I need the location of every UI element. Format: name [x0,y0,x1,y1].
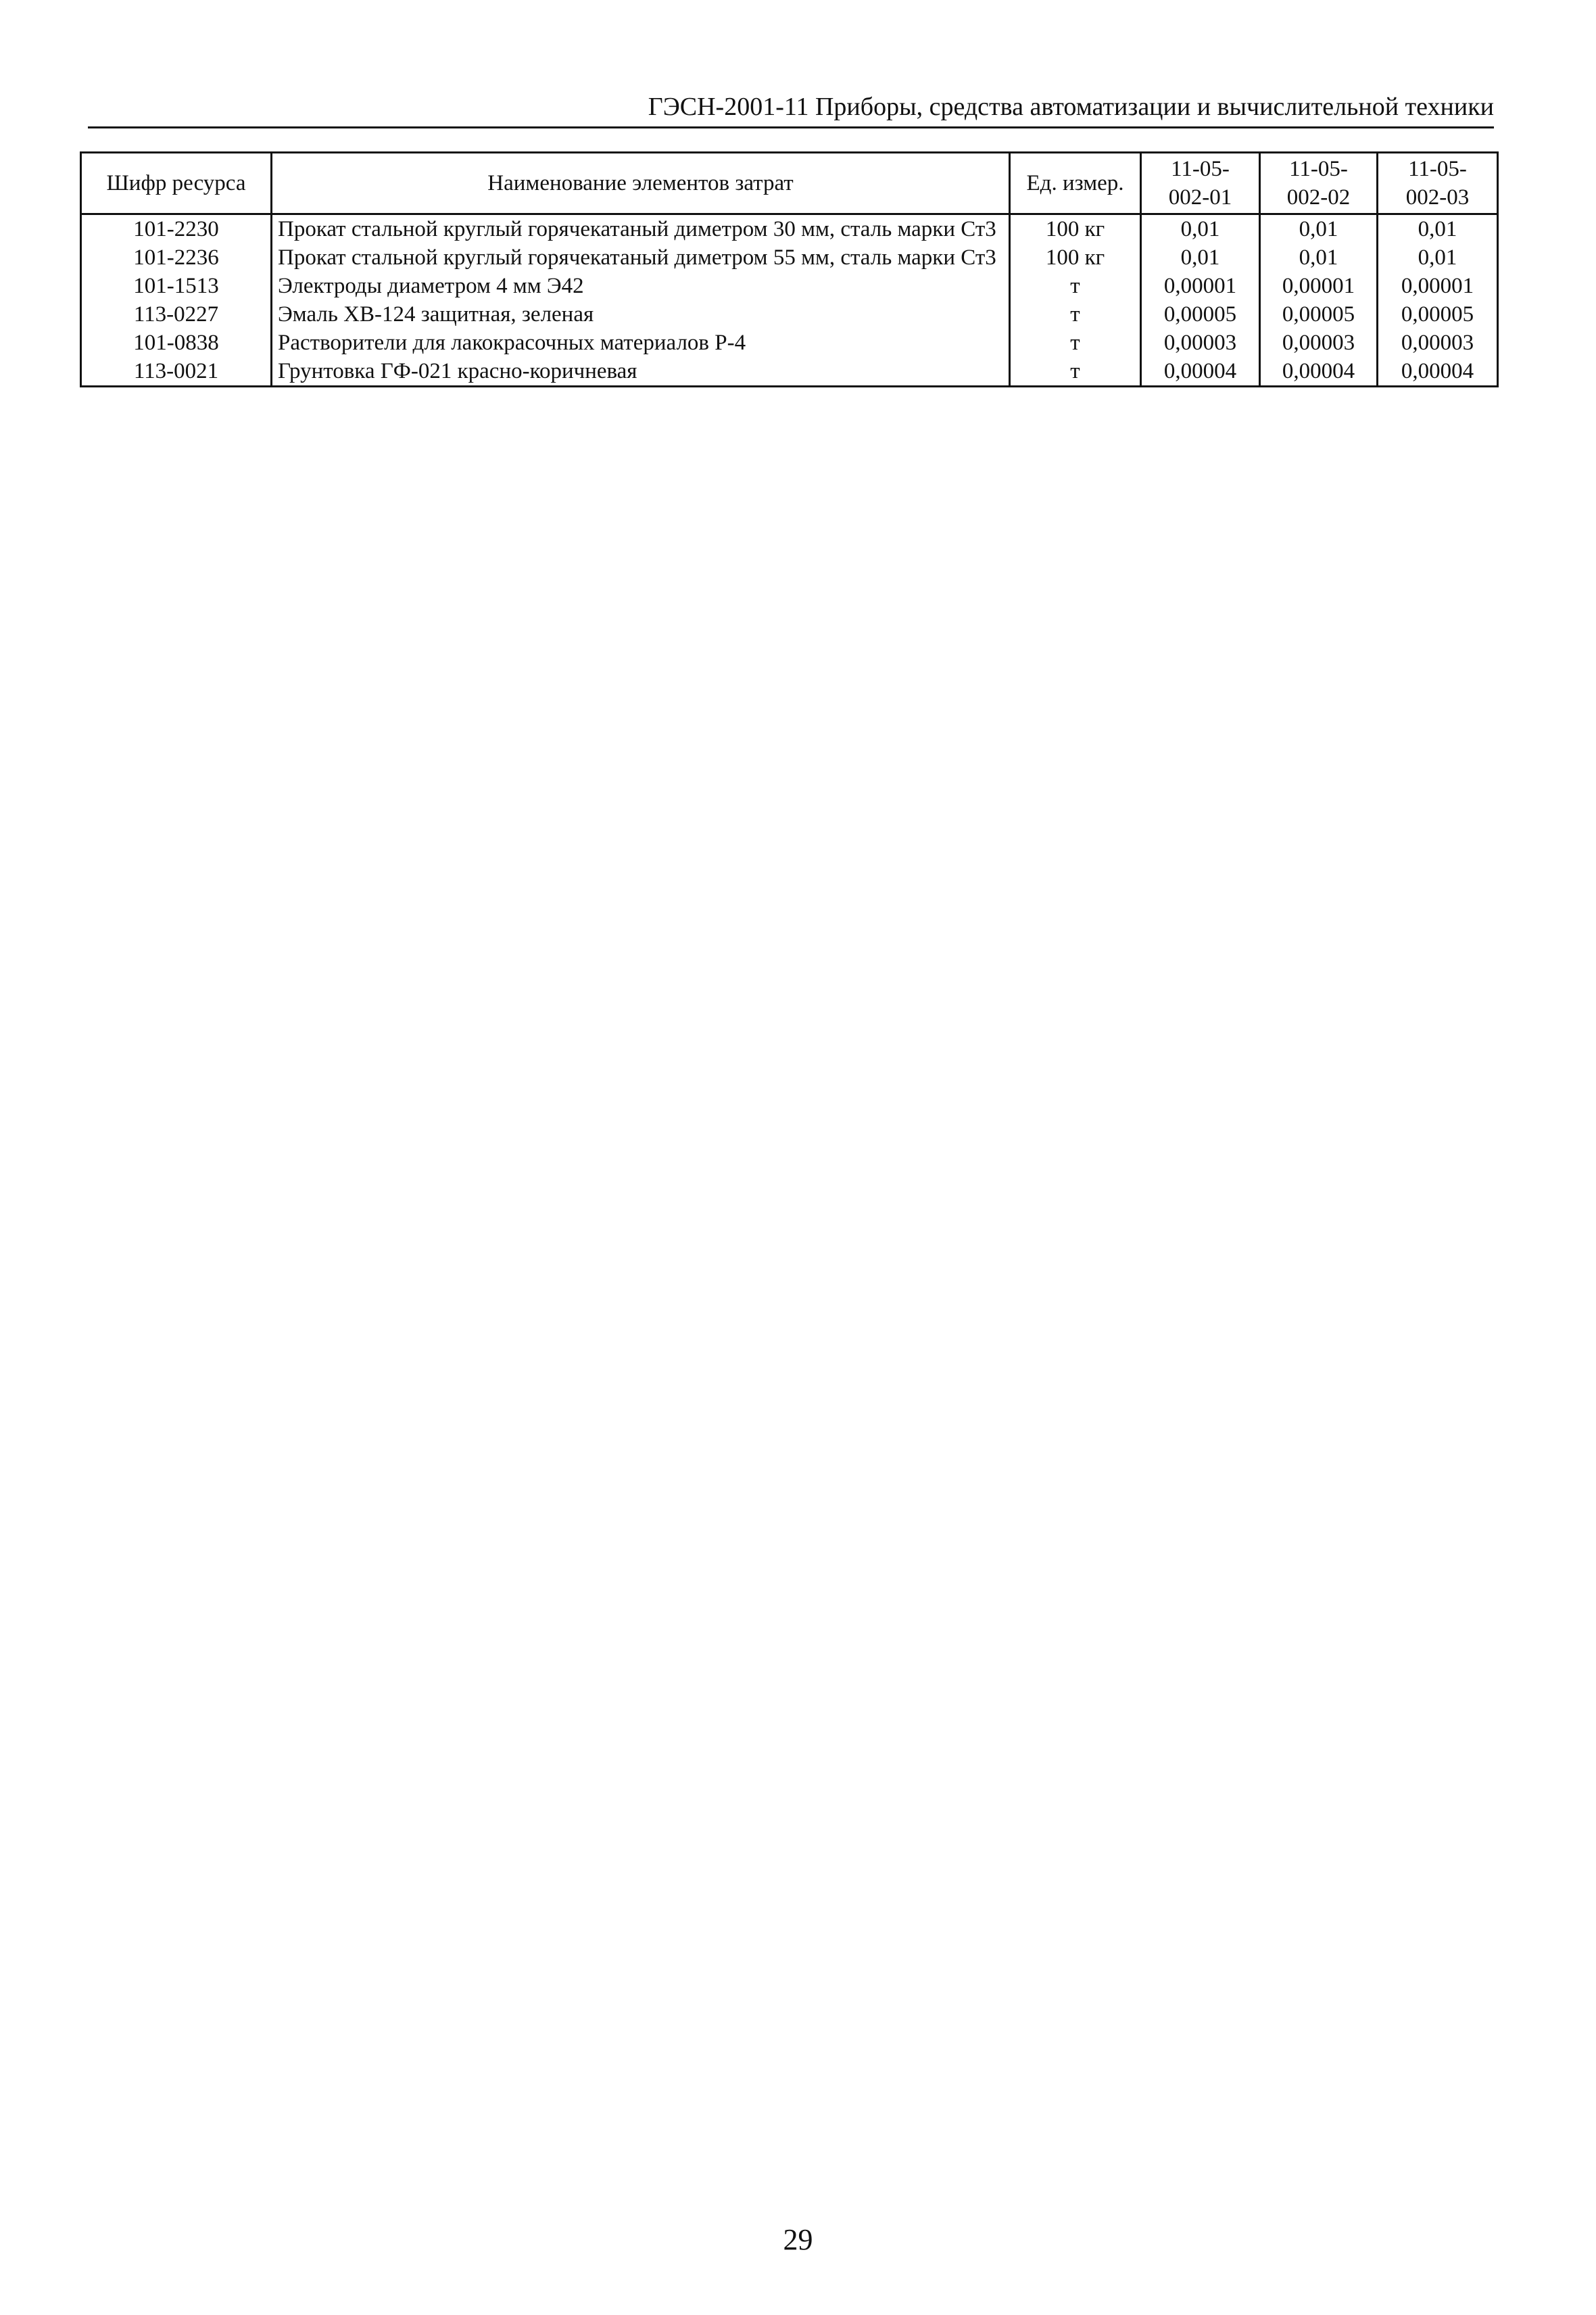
norm-value: 0,00001 [1141,272,1260,300]
cost-element-name: Растворители для лакокрасочных материалов Р-4 [272,329,1010,357]
header-norm-1 [1141,153,1260,214]
table-row [81,243,1498,272]
cost-element-name: Прокат стальной круглый горячекатаный диметром 30 мм, сталь марки Ст3 [272,214,1010,244]
unit: т [1010,357,1141,387]
resource-code: 101-2236 [81,243,272,272]
unit: т [1010,272,1141,300]
page-header [88,87,1494,128]
norm-value: 0,00001 [1378,272,1498,300]
norm-value: 0,00003 [1260,329,1378,357]
norm-value: 0,01 [1378,243,1498,272]
table-row [81,214,1498,244]
header-unit: Ед. измер. [1010,153,1141,214]
resource-code: 101-1513 [81,272,272,300]
header-resource-code: Шифр ресурса [81,153,272,214]
header-norm-2 [1260,153,1378,214]
header-norm-3 [1378,153,1498,214]
norm-code-line: 11-05- [1289,157,1348,181]
norm-value: 0,00004 [1141,357,1260,387]
unit: 100 кг [1010,214,1141,244]
norm-value: 0,00003 [1141,329,1260,357]
resource-code: 113-0227 [81,300,272,329]
norm-value: 0,01 [1260,214,1378,244]
cost-element-name: Грунтовка ГФ-021 красно-коричневая [272,357,1010,387]
cost-element-name: Эмаль ХВ-124 защитная, зеленая [272,300,1010,329]
unit: т [1010,329,1141,357]
table-header-row [81,153,1498,214]
header-cost-element-name: Наименование элементов затрат [272,153,1010,214]
norm-code-line: 11-05- [1408,157,1467,181]
norm-value: 0,00001 [1260,272,1378,300]
cost-element-name: Электроды диаметром 4 мм Э42 [272,272,1010,300]
table-row [81,329,1498,357]
norm-value: 0,01 [1141,243,1260,272]
table-row [81,357,1498,387]
norm-value: 0,00004 [1378,357,1498,387]
norm-value: 0,00005 [1378,300,1498,329]
table-row [81,300,1498,329]
resource-code: 113-0021 [81,357,272,387]
norm-code-line: 002-02 [1286,185,1351,210]
unit: т [1010,300,1141,329]
resource-code: 101-0838 [81,329,272,357]
page-number: 29 [783,2223,813,2256]
norm-value: 0,01 [1141,214,1260,244]
norm-code-line: 002-03 [1405,185,1470,210]
norm-value: 0,01 [1260,243,1378,272]
norm-value: 0,01 [1378,214,1498,244]
norm-value: 0,00005 [1260,300,1378,329]
unit: 100 кг [1010,243,1141,272]
document-title: ГЭСН-2001-11 Приборы, средства автоматизации и вычислительной техники [648,93,1494,121]
resource-code: 101-2230 [81,214,272,244]
norm-value: 0,00003 [1378,329,1498,357]
resource-table [80,151,1499,387]
table-row [81,272,1498,300]
cost-element-name: Прокат стальной круглый горячекатаный диметром 55 мм, сталь марки Ст3 [272,243,1010,272]
norm-value: 0,00004 [1260,357,1378,387]
norm-value: 0,00005 [1141,300,1260,329]
norm-code-line: 002-01 [1168,185,1232,210]
norm-code-line: 11-05- [1171,157,1230,181]
